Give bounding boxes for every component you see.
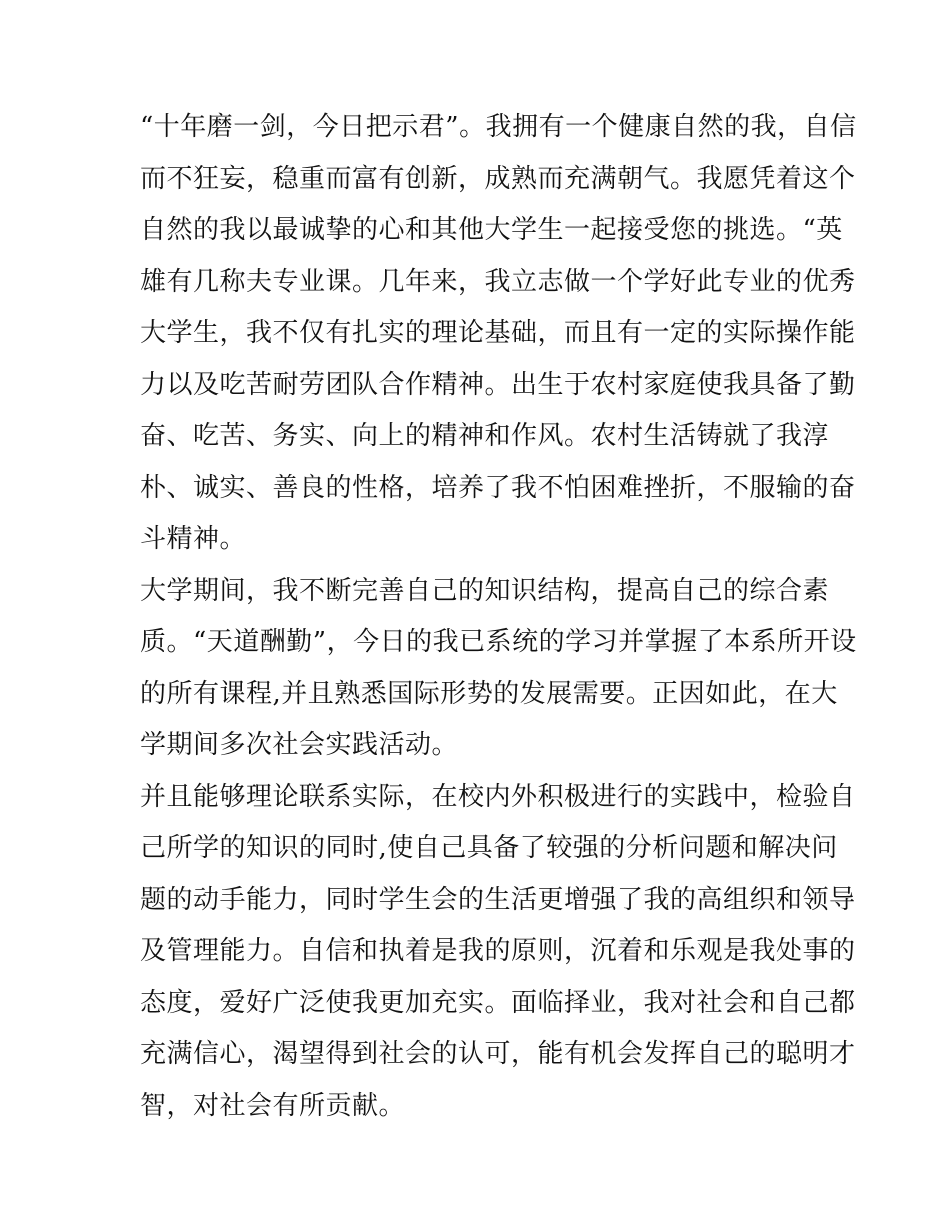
- text-line: 态度，爱好广泛使我更加充实。面临择业，我对社会和自己都: [140, 987, 856, 1018]
- text-line: 雄有几称夫专业课。几年来，我立志做一个学好此专业的优秀: [140, 266, 856, 297]
- text-line: 己所学的知识的同时,使自己具备了较强的分析问题和解决问: [140, 833, 838, 863]
- text-line: 充满信心，渴望得到社会的认可，能有机会发挥自己的聪明才: [140, 1039, 856, 1069]
- text-line: “十年磨一剑，今日把示君”。我拥有一个健康自然的我，自信: [140, 112, 857, 142]
- text-line: 大学生，我不仅有扎实的理论基础，而且有一定的实际操作能: [140, 318, 856, 348]
- text-line: 智，对社会有所贡献。: [140, 1090, 406, 1121]
- text-line: 朴、诚实、善良的性格，培养了我不怕困难挫折，不服输的奋: [140, 472, 856, 503]
- text-line: 学期间多次社会实践活动。: [140, 730, 459, 760]
- document-body: [140, 102, 857, 1132]
- text-line: 力以及吃苦耐劳团队合作精神。出生于农村家庭使我具备了勤: [140, 369, 856, 400]
- text-line: 的所有课程,并且熟悉国际形势的发展需要。正因如此，在大: [140, 678, 838, 709]
- text-line: 而不狂妄，稳重而富有创新，成熟而充满朝气。我愿凭着这个: [140, 163, 856, 194]
- text-line: 奋、吃苦、务实、向上的精神和作风。农村生活铸就了我淳: [140, 421, 830, 451]
- text-line: 题的动手能力，同时学生会的生活更增强了我的高组织和领导: [140, 884, 856, 915]
- text-line: 并且能够理论联系实际，在校内外积极进行的实践中，检验自: [140, 781, 856, 812]
- text-line: 斗精神。: [140, 524, 247, 554]
- text-line: 质。“天道酬勤”，今日的我已系统的学习并掌握了本系所开设: [140, 627, 857, 657]
- text-line: 大学期间，我不断完善自己的知识结构，提高自己的综合素: [140, 575, 830, 606]
- text-line: 及管理能力。自信和执着是我的原则，沉着和乐观是我处事的: [140, 936, 856, 966]
- text-line: 自然的我以最诚挚的心和其他大学生一起接受您的挑选。“英: [140, 215, 843, 245]
